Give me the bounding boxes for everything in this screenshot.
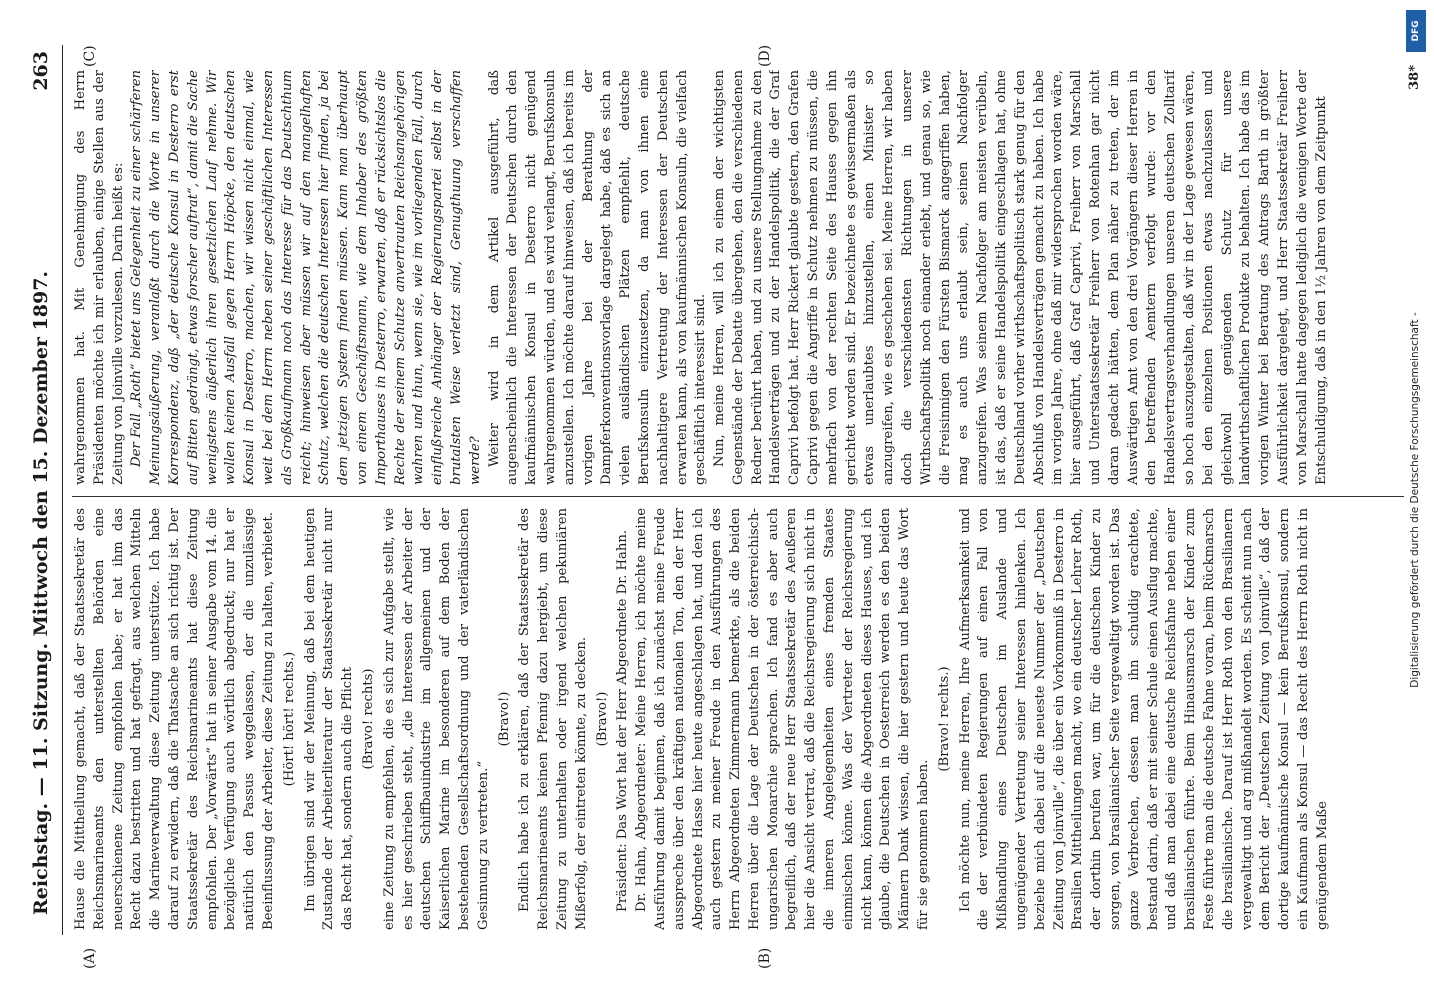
- credit-text: Digitalisierung gefördert durch die Deutsche Forschungsgemeinschaft -: [1409, 312, 1421, 688]
- margin-mark-a: (A): [82, 947, 98, 969]
- interjection: (Bravo! rechts): [360, 668, 376, 770]
- paragraph: Dr. Hahn, Abgeordneter: Meine Herren, ich möchte meine Ausführung damit beginnen, daß ich zunächst meine Freude ausspreche über den kräftigen nationalen Ton, den der Herr Abgeordnete Hasse hier heute angeschlagen hat, und den ich auch gestern zu meiner Freude in den Ausführungen des Herrn Abgeordneten Zimmermann bemerkte, als die beiden Herren über die Lage der Deutschen in der österreichisch-ungarischen Monarchie sprachen. Ich fand es aber auch begreiflich, daß der neue Herr Staatssekretär des Aeußeren hier die Ansicht vertrat, daß die Reichsregierung sich nicht in die inneren Angelegenheiten eines fremden Staates einmischen könne. Was der Vertreter der Reichsregierung nicht kann, können die Abgeordneten dieses Hauses, und ich glaube, die Deutschen in Oesterreich werden es den beiden Männern Dank wissen, die hier gestern und heute das Wort für sie genommen haben.: [634, 508, 932, 930]
- paragraph: Hause die Mittheilung gemacht, daß der Staatssekretär des Reichsmarineamts den unterstellten Behörden eine neuerschienene Zeitung empfohlen habe; er hat ihm das Recht dazu bestritten und hat gefragt, aus welchen Mitteln die Marineverwaltung diese Zeitung unterstütze. Ich habe darauf zu erwidern, daß die Thatsache an sich richtig ist. Der Staatssekretär des Reichsmarineamts hat diese Zeitung empfohlen. Der „Vorwärts“ hat in seiner Ausgabe vom 14. die bezügliche Verfügung auch wörtlich abgedruckt; nur hat er natürlich den Passus weggelassen, der die unzulässige Beeinflussung der Arbeiter, diese Zeitung zu halten, verbietet.: [73, 508, 276, 930]
- dfg-logo-text: DFG: [1411, 20, 1421, 42]
- rotated-page: [22, 25, 1422, 975]
- interjection: (Bravo!): [496, 691, 512, 747]
- margin-mark-b: (B): [757, 947, 773, 969]
- paragraph: Endlich habe ich zu erklären, daß der Staatssekretär des Reichsmarineamts keinen Pfennig dazu hergiebt, um diese Zeitung zu unterhalten oder irgend welchen pekuniären Mißerfolg, der eintreten könnte, zu decken.: [517, 508, 589, 930]
- footnote-signature: 38*: [1407, 65, 1422, 90]
- paragraph: Nun, meine Herren, will ich zu einem der wichtigsten Gegenstände der Debatte übergehen, den die verschiedenen Redner berührt haben, und zu unsere Stellungnahme zu den Handelsverträgen und zu der Handelspolitik, die der Graf Caprivi befolgt hat. Herr Rickert glaubte gestern, den Grafen Caprivi gegen die Angriffe in Schutz nehmen zu müssen, die mehrfach von der rechten Seite des Hauses gegen ihn gerichtet worden sind. Er bezeichnete es gewissermaßen als etwas unerlaubtes hinzustellen, einen Minister so anzugreifen, wie es geschehen sei. Meine Herren, wir haben doch die verschiedensten Richtungen in unserer Wirthschaftspolitik noch einander erlebt, und genau so, wie die Freisinnigen den Fürsten Bismarck angegriffen haben, mag es auch uns erlaubt sein, seinen Nachfolger anzugreifen. Was seinem Nachfolger am meisten verübeln, ist das, daß er seine Handelspolitik eingeschlagen hat, ohne Deutschland vorher wirthschaftspolitisch stark genug für den Abschluß von Handelsverträgen gemacht zu haben. Ich habe im vorigen Jahre, ohne daß mir widersprochen worden wäre, hier ausgeführt, daß Graf Caprivi, Freiherr von Marschall und Unterstaatssekretär Freiherr von Rotenhan gar nicht daran gedacht hätten, dem Plan näher zu treten, der im Auswärtigen Amt von den drei Vorgängern dieser Herren in den betreffenden Aemtern verfolgt wurde: vor den Handelsvertragsverhandlungen unseren deutschen Zolltarif so hoch auszugestalten, daß wir in der Lage gewesen wären, bei den einzelnen Positionen etwas nachzulassen und gleichwohl genügenden Schutz für unsere landwirthschaftlichen Produkte zu behalten. Ich habe das im vorigen Winter bei Beratung des Antrags Barth in größter Ausführlichkeit dargelegt, und Herr Staatssekretär Freiherr von Marschall hatte dagegen lediglich die wenigen Worte der Entschuldigung, daß in den 1½ Jahren von dem Zeitpunkt: [712, 70, 1329, 485]
- header-title: Reichstag. — 11. Sitzung. Mittwoch den 15. Dezember 1897.: [30, 270, 52, 915]
- column-right: [72, 70, 1412, 485]
- quoted-passage: Der Fall „Roth“ bietet uns Gelegenheit zu einer schärferen Meinungsäußerung, veranlaßt durch die Worte in unserer Korrespondenz, daß „der deutsche Konsul in Desterro erst auf Bitten gedrängt, etwas forscher auftrat“, damit die Sache wenigstens äußerlich ihren gesetzlichen Lauf nehme. Wir wollen keinen Ausfall gegen Herrn Höpcke, den deutschen Konsul in Desterro, machen, wir wissen nicht einmal, wie weit bei dem Herrn neben seiner geschäftlichen Interessen als Großkaufmann noch das Interesse für das Deutschthum reicht; hinweisen aber müssen wir auf den mangelhaften Schutz, welchen die deutschen Interessen hier finden, ja bei dem jetzigen System finden müssen. Kann man überhaupt von einem Geschäftsmann, wie dem Inhaber des größten Importhauses in Desterro, erwarten, daß er rücksichtslos die Rechte der seinem Schutze anvertrauten Reichsangehörigen wahren und thun, wenn sie, wie im vorliegenden Fall, durch einflußreiche Anhänger der Regierungspartei selbst in der brutalsten Weise verletzt sind, Genugthuung verschaffen werde?: [129, 70, 483, 485]
- paragraph: Weiter wird in dem Artikel ausgeführt, daß augenscheinlich die Interessen der Deutschen durch den kaufmännischen Konsul in Desterro nicht genügend wahrgenommen würden, und es wird verlangt, Berufskonsuln anzustellen. Ich möchte darauf hinweisen, daß ich bereits im vorigen Jahre bei der Berathung der Dampferkonventionsvorlage dargelegt habe, daß es sich an vielen ausländischen Plätzen empfiehlt, deutsche Berufskonsuln einzusetzen, da man von ihnen eine nachhaltigere Vertretung der Interessen der Deutschen erwarten kann, als von kaufmännischen Konsuln, die vielfach geschäftlich interessirt sind.: [486, 70, 709, 485]
- dfg-logo: [1406, 10, 1426, 52]
- interjection: (Hört! hört! rechts.): [281, 651, 297, 787]
- speaker-line: Präsident: Das Wort hat der Herr Abgeordnete Dr. Hahn.: [615, 529, 631, 912]
- digitization-credit: [1402, 10, 1428, 990]
- margin-mark-d: (D): [757, 44, 773, 67]
- paragraph: Ich möchte nun, meine Herren, Ihre Aufmerksamkeit und die der verbündeten Regierungen auf einen Fall von Mißhandlung eines Deutschen im Auslande und ungenügender Vertretung seiner Interessen hinlenken. Ich beziehe mich dabei auf die neueste Nummer der „Deutschen Zeitung von Joinville“, die über ein Vorkommniß in Desterro in Brasilien Mittheilungen macht, wo ein deutscher Lehrer Roth, der dorthin berufen war, um für die deutschen Kinder zu sorgen, von brasilianischer Seite vergewaltigt worden ist. Das ganze Verbrechen, dessen man ihn schuldig erachtete, bestand darin, daß er mit seiner Schule einen Ausflug machte, und daß man dabei eine deutsche Reichsfahne neben einer brasilianischen führte. Beim Hinausmarsch der Kinder zum Feste führte man die deutsche Fahne voran, beim Rückmarsch die brasilianische. Darauf ist Herr Roth von den Brasilianern vergewaltigt und arg mißhandelt worden. Es scheint nun nach dem Bericht der „Deutschen Zeitung von Joinville“, daß der dortige kaufmännische Konsul — kein Berufskonsul, sondern ein Kaufmann als Konsul — das Recht des Herrn Roth nicht in genügendem Maße: [957, 508, 1330, 930]
- column-left: [72, 508, 1412, 930]
- page-number: 263: [30, 51, 52, 91]
- interjection: (Bravo!): [594, 691, 610, 747]
- paragraph: Im übrigen sind wir der Meinung, daß bei dem heutigen Zustande der Arbeiterliteratur der Staatssekretär nicht nur das Recht hat, sondern auch die Pflicht: [302, 508, 356, 930]
- page-header: [22, 45, 63, 935]
- paragraph: eine Zeitung zu empfehlen, die es sich zur Aufgabe stellt, wie es hier geschrieben steht, „die Interessen der Arbeiter der deutschen Schiffbauindustrie im allgemeinen und der Kaiserlichen Marine im besonderen auf dem Boden der bestehenden Gesellschaftsordnung und der vaterländischen Gesinnung zu vertreten.“: [381, 508, 491, 930]
- paragraph: wahrgenommen hat. Mit Genehmigung des Herrn Präsidenten möchte ich mir erlauben, einige Stellen aus der Zeitung von Joinville vorzulesen. Darin heißt es:: [73, 70, 126, 485]
- interjection: (Bravo! rechts.): [936, 666, 952, 772]
- margin-mark-c: (C): [82, 45, 98, 67]
- column-divider: [72, 496, 1404, 497]
